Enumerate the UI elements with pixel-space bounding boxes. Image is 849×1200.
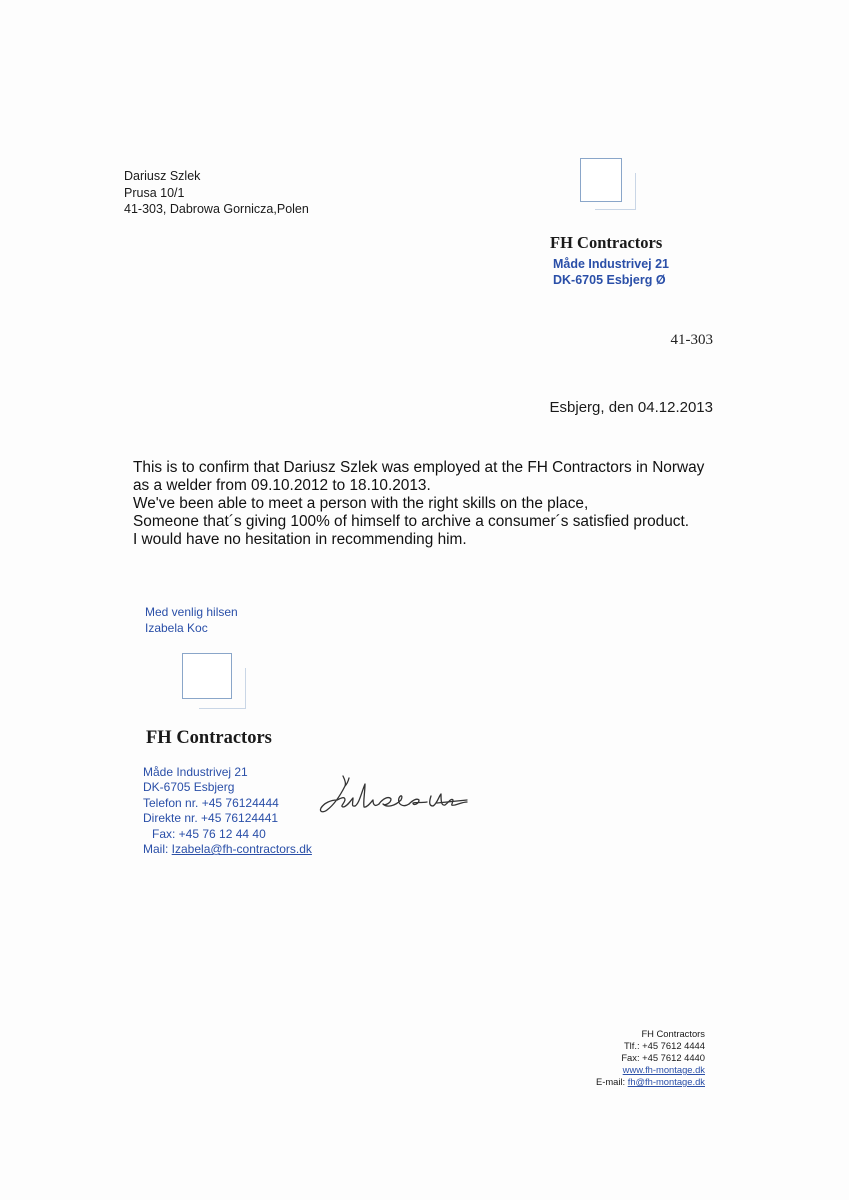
signature-company: FH Contractors <box>146 728 272 748</box>
logo-shadow-square <box>595 173 636 210</box>
recipient-city: 41-303, Dabrowa Gornicza,Polen <box>124 202 309 216</box>
contact-phone: Telefon nr. +45 76124444 <box>143 795 279 810</box>
footer-email-label: E-mail: <box>595 1076 628 1087</box>
letterhead-address <box>553 256 669 288</box>
contact-direct: Direkte nr. +45 76124441 <box>143 811 279 826</box>
closing-signer: Izabela Koc <box>145 621 208 635</box>
signature-drawing <box>315 770 475 818</box>
contact-mail-row <box>143 842 312 857</box>
signature-contact <box>143 765 312 857</box>
contact-address-line1: Måde Industrivej 21 <box>143 765 248 779</box>
page-footer <box>596 1028 705 1088</box>
handwritten-signature <box>315 770 475 818</box>
contact-address-line2: DK-6705 Esbjerg <box>143 780 235 795</box>
letter-date: Esbjerg, den 04.12.2013 <box>549 399 713 416</box>
closing-greeting: Med venlig hilsen <box>145 605 238 619</box>
company-logo-bottom <box>182 653 232 699</box>
footer-email-row <box>596 1076 705 1088</box>
footer-fax: Fax: +45 7612 4440 <box>621 1052 705 1063</box>
footer-tlf: Tlf.: +45 7612 4444 <box>623 1040 705 1051</box>
contact-mail-link[interactable]: Izabela@fh-contractors.dk <box>171 842 312 857</box>
company-logo-top <box>580 158 622 202</box>
logo-shadow-square <box>199 668 246 709</box>
letter-body <box>133 459 704 549</box>
body-line: Someone that´s giving 100% of himself to archive a consumer´s satisfied product. <box>133 513 690 530</box>
body-line: We've been able to meet a person with the right skills on the place, <box>133 495 589 512</box>
recipient-street: Prusa 10/1 <box>124 185 185 200</box>
reference-number: 41-303 <box>670 332 713 348</box>
closing <box>145 604 238 636</box>
letterhead-address-line1: Måde Industrivej 21 <box>553 257 670 271</box>
footer-company: FH Contractors <box>641 1028 705 1039</box>
footer-email-link[interactable]: fh@fh-montage.dk <box>627 1076 705 1087</box>
letterhead-company: FH Contractors <box>550 233 663 252</box>
recipient-address <box>124 168 309 218</box>
contact-fax: Fax: +45 76 12 44 40 <box>152 826 266 841</box>
body-line: I would have no hesitation in recommending him. <box>133 531 467 548</box>
footer-web-link[interactable]: www.fh-montage.dk <box>622 1064 705 1075</box>
body-line: as a welder from 09.10.2012 to 18.10.2013. <box>133 477 431 494</box>
body-line: This is to confirm that Dariusz Szlek was employed at the FH Contractors in Norway <box>133 459 705 476</box>
recipient-name: Dariusz Szlek <box>124 169 201 183</box>
letterhead-address-line2: DK-6705 Esbjerg Ø <box>553 273 666 287</box>
contact-mail-label: Mail: <box>143 842 172 857</box>
